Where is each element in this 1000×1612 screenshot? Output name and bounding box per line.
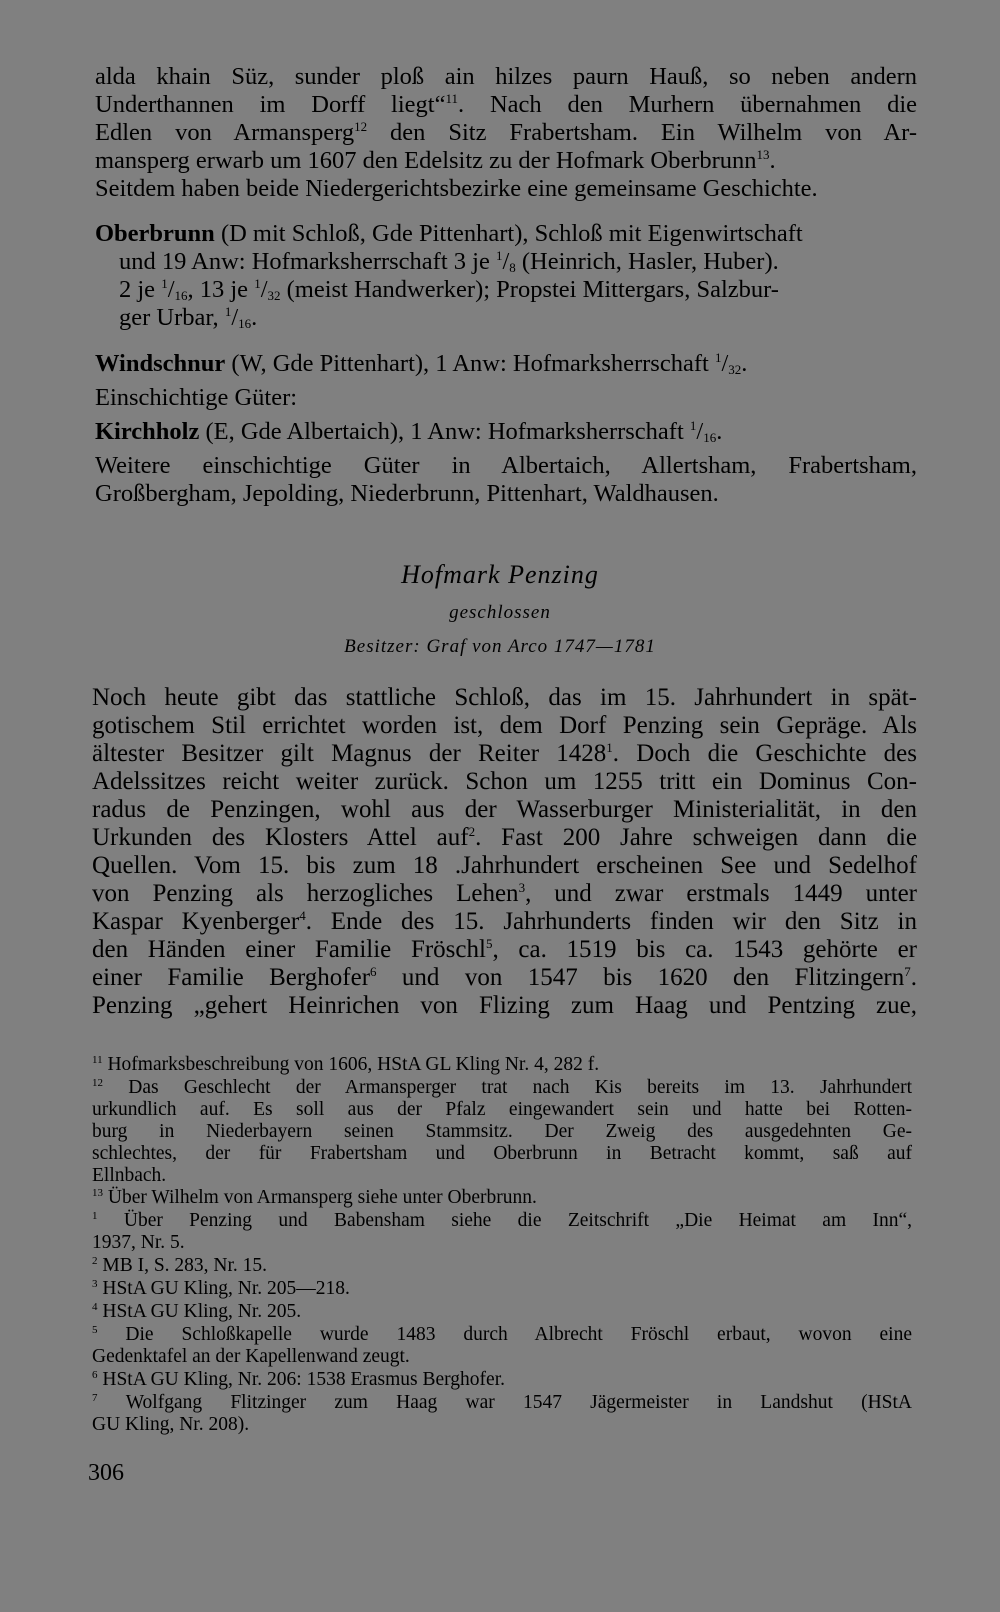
entry-name: Windschnur (95, 350, 226, 377)
footnote-text: Hofmarksbeschreibung von 1606, HStA GL Kling Nr. 4, 282 f. (107, 1054, 600, 1075)
fraction-den: 16 (174, 288, 188, 303)
fraction-den: 32 (267, 288, 281, 303)
footnote-line: schlechtes, der für Frabertsham und Oberbrunn in Betracht kommt, saß auf (92, 1143, 912, 1164)
footnote-line: Gedenktafel an der Kapellenwand zeugt. (92, 1346, 410, 1367)
footnote (92, 1392, 912, 1414)
entry-text: , 13 je (187, 276, 255, 303)
footnote-ref[interactable]: 13 (756, 147, 770, 162)
entry-text: 2 je (119, 276, 162, 303)
intro-text: Underthannen im Dorff liegt“ (95, 91, 446, 118)
entry-line (119, 248, 779, 276)
body-text: , ca. 1519 bis ca. 1543 gehörte er (492, 936, 917, 963)
entry-kirchholz (95, 418, 722, 446)
einschichtige-label: Einschichtige Güter: (95, 384, 298, 411)
period: . (251, 304, 258, 331)
page-number: 306 (88, 1460, 124, 1486)
footnote-number: 13 (92, 1187, 103, 1199)
footnote-ref[interactable]: 1 (606, 740, 613, 755)
entry-text: (Heinrich, Hasler, Huber). (515, 248, 779, 275)
fraction-den: 8 (509, 260, 516, 275)
body-text: . Doch die Geschichte des (612, 740, 917, 767)
fraction: $^1/_8$ (495, 248, 516, 275)
footnote-text: Über Wilhelm von Armansperg siehe unter Oberbrunn. (107, 1187, 537, 1208)
section-owner: Besitzer: Graf von Arco 1747—1781 (344, 636, 656, 657)
footnote-line: burg in Niederbayern seinen Stammsitz. Der Zweig des ausgedehnten Ge- (92, 1121, 912, 1142)
footnote-text: Wolfgang Flitzinger zum Haag war 1547 Jägermeister in Landshut (HStA (125, 1392, 913, 1413)
intro-text: . (769, 147, 776, 174)
fraction-num: 1 (689, 418, 697, 433)
footnote (92, 1324, 912, 1346)
fraction: $^1/_{16}$ (689, 418, 717, 445)
entry-text: und 19 Anw: Hofmarksherrschaft 3 je (119, 248, 496, 275)
section-title: Hofmark Penzing (401, 560, 599, 589)
body-text: gotischem Stil errichtet worden ist, dem Dorf Penzing sein Gepräge. Als (92, 712, 917, 739)
entry-text: ger Urbar, (119, 304, 225, 331)
intro-text: den Sitz Frabertsham. Ein Wilhelm von Ar- (367, 119, 918, 146)
body-line (92, 768, 917, 796)
footnote-line: GU Kling, Nr. 208). (92, 1414, 250, 1435)
body-text: radus de Penzingen, wohl aus der Wasserburger Ministerialität, in den (92, 796, 917, 823)
footnote-line: 1937, Nr. 5. (92, 1232, 185, 1253)
body-text: , und zwar erstmals 1449 unter (525, 880, 917, 907)
body-text: und von 1547 bis 1620 den Flitzingern (376, 964, 905, 991)
body-text: den Händen einer Familie Fröschl (92, 936, 486, 963)
body-text: Quellen. Vom 15. bis zum 18 .Jahrhundert erscheinen See und Sedelhof (92, 852, 917, 879)
entry-line (95, 220, 803, 248)
body-text: einer Familie Berghofer (92, 964, 371, 991)
footnote-text: HStA GU Kling, Nr. 205. (102, 1301, 302, 1322)
footnote-number: 2 (92, 1255, 98, 1267)
entry-text: (meist Handwerker); Propstei Mittergars, Salzbur- (280, 276, 779, 303)
intro-text: Edlen von Armansperg (95, 119, 355, 146)
footnote-number: 3 (92, 1278, 98, 1290)
footnote-ref[interactable]: 2 (468, 824, 476, 839)
body-text: . Fast 200 Jahre schweigen dann die (475, 824, 917, 851)
intro-line (95, 91, 917, 119)
weitere-line: Weitere einschichtige Güter in Albertaich, Allertsham, Frabertsham, (95, 452, 917, 479)
footnote-text: HStA GU Kling, Nr. 206: 1538 Erasmus Berghofer. (102, 1369, 506, 1390)
body-line (92, 684, 917, 712)
body-text: Penzing „gehert Heinrichen von Flizing zum Haag und Pentzing zue, (92, 992, 917, 1019)
entry-line (119, 276, 779, 304)
fraction: $^1/_{16}$ (224, 304, 252, 331)
footnote-number: 12 (92, 1077, 103, 1089)
entry-line (119, 304, 257, 332)
body-line (92, 992, 917, 1020)
footnote-number: 5 (92, 1324, 98, 1336)
intro-text: mansperg erwarb um 1607 den Edelsitz zu der Hofmark Oberbrunn (95, 147, 757, 174)
body-text: Noch heute gibt das stattliche Schloß, das im 15. Jahrhundert in spät- (92, 684, 917, 711)
footnote (92, 1301, 301, 1323)
body-line (92, 740, 917, 768)
intro-line (95, 63, 917, 91)
intro-text: alda khain Süz, sunder ploß ain hilzes paurn Hauß, so neben andern (95, 63, 917, 90)
footnote-text: Über Penzing und Babensham siehe die Zeitschrift „Die Heimat am Inn“, (123, 1210, 913, 1231)
body-text: . Ende des 15. Jahrhunderts finden wir den Sitz in (305, 908, 917, 935)
footnote-ref[interactable]: 5 (485, 936, 493, 951)
footnote-number: 7 (92, 1392, 98, 1404)
footnote-number: 6 (92, 1369, 98, 1381)
footnote (92, 1077, 912, 1099)
entry-text: (W, Gde Pittenhart), 1 Anw: Hofmarksherrschaft (225, 350, 715, 377)
section-status: geschlossen (449, 602, 551, 623)
footnote-ref[interactable]: 3 (518, 880, 526, 895)
fraction-den: 16 (238, 316, 252, 331)
body-text: von Penzing als herzogliches Lehen (92, 880, 519, 907)
period: . (716, 418, 723, 445)
footnote (92, 1278, 350, 1300)
fraction: $^1/_{32}$ (714, 350, 742, 377)
footnote (92, 1255, 267, 1277)
fraction-num: 1 (495, 248, 503, 263)
body-line (92, 712, 917, 740)
weitere-line: Großbergham, Jepolding, Niederbrunn, Pittenhart, Waldhausen. (95, 480, 719, 507)
body-text: Urkunden des Klosters Attel auf (92, 824, 469, 851)
body-line (92, 852, 917, 880)
footnote (92, 1187, 537, 1209)
body-line (92, 880, 917, 908)
entry-name: Oberbrunn (95, 220, 215, 247)
intro-text: Seitdem haben beide Niedergerichtsbezirke eine gemeinsame Geschichte. (95, 175, 818, 202)
body-line (92, 936, 917, 964)
footnote-number: 11 (92, 1054, 103, 1066)
intro-line (95, 119, 917, 147)
intro-line (95, 147, 776, 175)
fraction-num: 1 (714, 350, 722, 365)
footnote (92, 1054, 599, 1076)
footnote-line: Ellnbach. (92, 1165, 167, 1186)
entry-text: (E, Gde Albertaich), 1 Anw: Hofmarksherrschaft (199, 418, 690, 445)
footnote-ref[interactable]: 12 (354, 119, 368, 134)
fraction-den: 16 (703, 430, 717, 445)
footnote-line: urkundlich auf. Es soll aus der Pfalz eingewandert sein und hatte bei Rotten- (92, 1099, 912, 1120)
footnote-ref[interactable]: 7 (904, 964, 911, 979)
entry-name: Kirchholz (95, 418, 200, 445)
footnote (92, 1369, 505, 1391)
footnote-text: HStA GU Kling, Nr. 205—218. (102, 1278, 350, 1299)
footnote-ref[interactable]: 11 (445, 91, 459, 106)
intro-line (95, 175, 818, 203)
body-line (92, 908, 917, 936)
fraction-den: 32 (728, 362, 742, 377)
fraction: $^1/_{32}$ (254, 276, 281, 303)
footnote-number: 4 (92, 1301, 98, 1313)
footnote (92, 1210, 912, 1232)
footnote-ref[interactable]: 6 (370, 964, 377, 979)
body-line (92, 964, 917, 992)
footnote-text: Die Schloßkapelle wurde 1483 durch Albrecht Fröschl erbaut, wovon eine (125, 1324, 913, 1345)
fraction-num: 1 (161, 276, 168, 291)
body-text: Kaspar Kyenberger (92, 908, 300, 935)
body-text: Adelssitzes reicht weiter zurück. Schon um 1255 tritt ein Dominus Con- (92, 768, 917, 795)
body-text: ältester Besitzer gilt Magnus der Reiter 1428 (92, 740, 607, 767)
fraction-num: 1 (224, 304, 232, 319)
footnote-ref[interactable]: 4 (299, 908, 306, 923)
fraction-num: 1 (254, 276, 261, 291)
body-text: . (910, 964, 918, 991)
fraction: $^1/_{16}$ (161, 276, 188, 303)
body-line (92, 824, 917, 852)
entry-text: (D mit Schloß, Gde Pittenhart), Schloß mit Eigenwirtschaft (214, 220, 803, 247)
footnote-text: MB I, S. 283, Nr. 15. (102, 1255, 268, 1276)
period: . (741, 350, 748, 377)
entry-windschnur (95, 350, 747, 378)
footnote-number: 1 (92, 1210, 98, 1222)
intro-text: . Nach den Murhern übernahmen die (458, 91, 918, 118)
footnote-text: Das Geschlecht der Armansperger trat nach Kis bereits im 13. Jahrhundert (128, 1077, 912, 1098)
body-line (92, 796, 917, 824)
